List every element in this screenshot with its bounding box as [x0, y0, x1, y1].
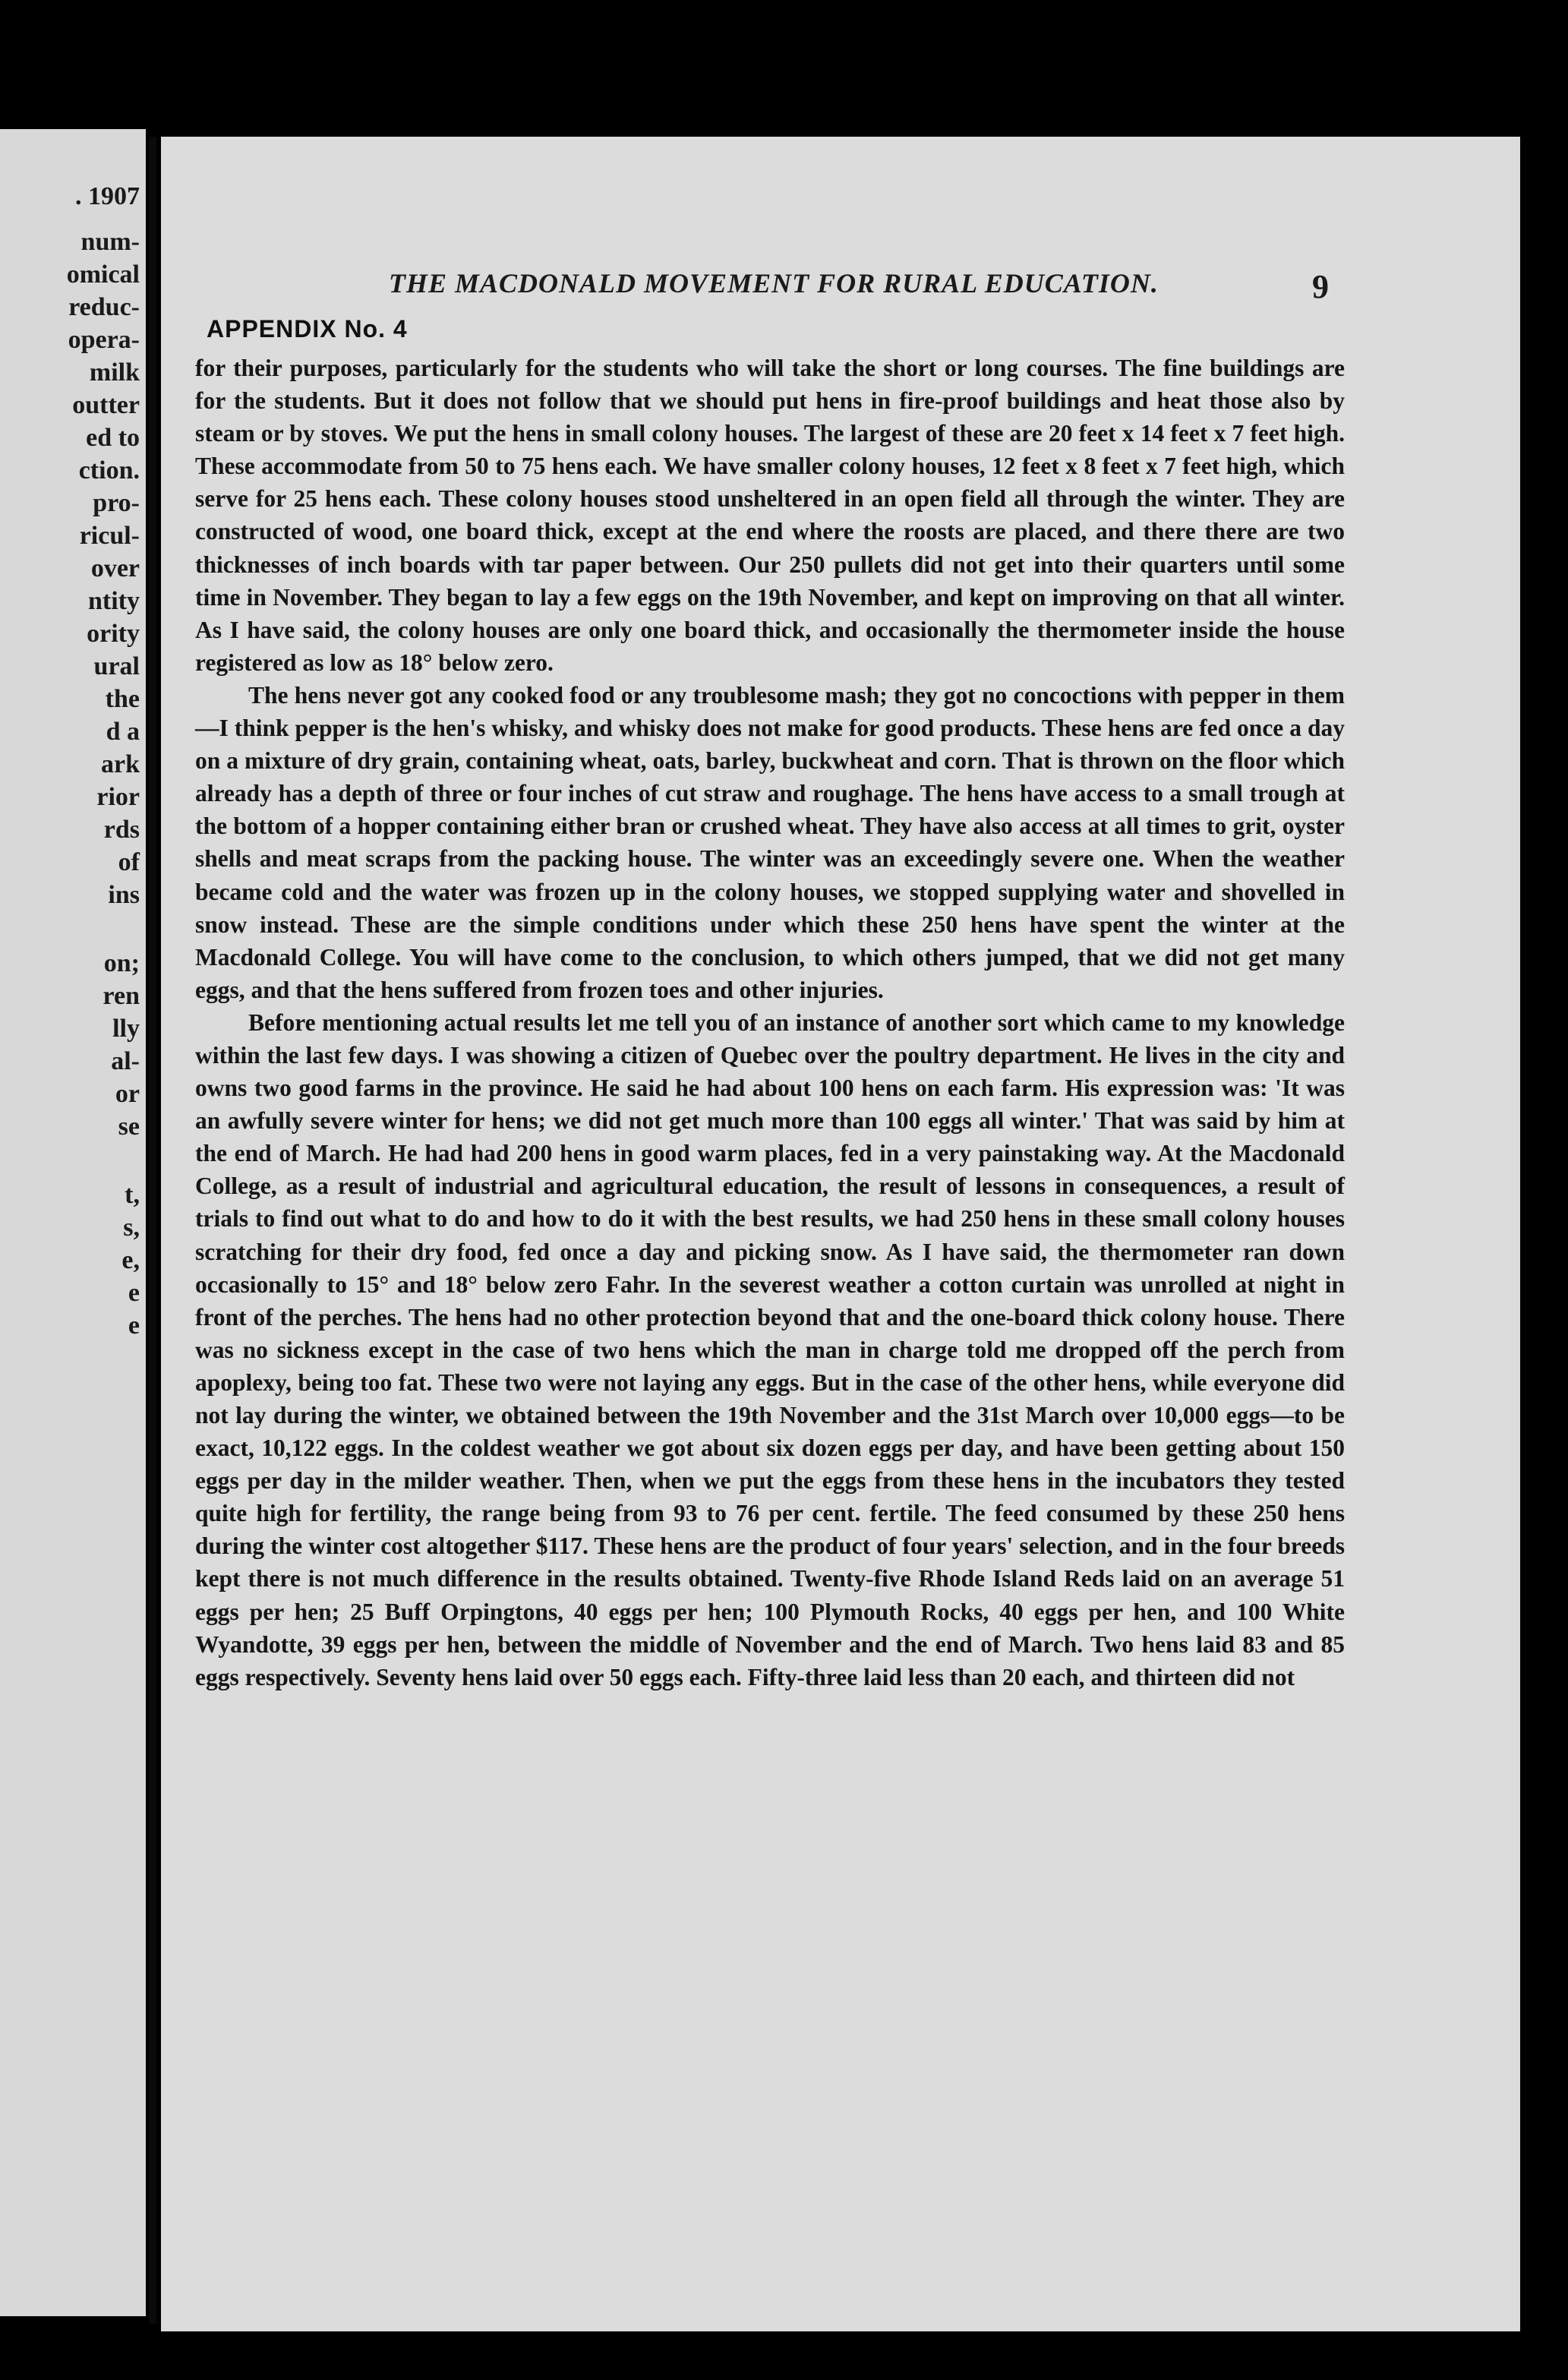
left-page-fragment: e [128, 1312, 140, 1340]
left-page-fragment: ority [87, 620, 140, 648]
left-page-fragment: ction. [78, 456, 140, 485]
left-page-fragment: or [115, 1080, 140, 1108]
left-page-fragment: milk [89, 358, 140, 387]
left-page-fragment: reduc- [68, 293, 140, 321]
page-gutter [149, 137, 156, 2324]
left-page-fragment: rior [96, 783, 140, 811]
left-page-fragment: ark [101, 750, 140, 778]
left-page-fragment: pro- [93, 489, 140, 517]
left-page-fragment: t, [125, 1181, 140, 1209]
left-page-fragment: e [128, 1279, 140, 1307]
body-text [195, 352, 1345, 1693]
appendix-stamp: APPENDIX No. 4 [207, 315, 408, 342]
left-page-fragment: al- [111, 1047, 140, 1075]
running-header: THE MACDONALD MOVEMENT FOR RURAL EDUCATION. [389, 268, 1159, 298]
left-page-fragment: ntity [88, 587, 140, 615]
left-page-fragment: ural [93, 652, 140, 680]
left-page-fragment: over [90, 554, 140, 582]
left-page-fragment: d a [106, 718, 140, 746]
paragraph-2: The hens never got any cooked food or any troublesome mash; they got no concoctions with pepper in them—I think pepper is the hen's whisky, and whisky does not make for good products. These hens are fed once a day on a mixture of dry grain, containing wheat, oats, barley, buckwheat and corn. That is thrown on the floor which already has a depth of three or four inches of cut straw and roughage. The hens have access to a small trough at the bottom of a hopper containing either bran or crushed wheat. They have also access at all times to grit, oyster shells and meat scraps from the packing house. The winter was an exceedingly severe one. When the weather became cold and the water was frozen up in the colony houses, we stopped supplying water and shovelled in snow instead. These are the simple conditions under which these 250 hens have spent the winter at the Macdonald College. You will have come to the conclusion, to which others jumped, that we did not get many eggs, and that the hens suffered from frozen toes and other injuries. [195, 681, 1345, 1003]
left-page-fragment: the [105, 685, 140, 713]
left-page-fragment: of [118, 848, 140, 876]
left-page-fragment: omical [66, 260, 140, 289]
left-page-fragment: rds [103, 816, 140, 844]
paragraph-3: Before mentioning actual results let me tell you of an instance of another sort which came to my knowledge within the last few days. I was showing a citizen of Quebec over the poultry department. He lives in the city and owns two good farms in the province. He said he had about 100 hens on each farm. His expression was: 'It was an awfully severe winter for hens; we did not get much more than 100 eggs all winter.' That was said by him at the end of March. He had had 200 hens in good warm places, fed in a very painstaking way. At the Macdonald College, as a result of industrial and agricultural education, the result of lessons in consequences, a result of trials to find out what to do and how to do it with the best results, we had 250 hens in these small colony houses scratching for their dry food, fed once a day and picking snow. As I have said, the thermometer ran down occasionally to 15° and 18° below zero Fahr. In the severest weather a cotton curtain was unrolled at night in front of the perches. The hens had no other protection beyond that and the one-board thick colony house. There was no sickness except in the case of two hens which the man in charge told me dropped off the perch from apoplexy, being too fat. These two were not laying any eggs. But in the case of the other hens, while everyone did not lay during the winter, we obtained between the 19th November and the 31st March over 10,000 eggs—to be exact, 10,122 eggs. In the coldest weather we got about six dozen eggs per day, and have been getting about 150 eggs per day in the milder weather. Then, when we put the eggs from these hens in the incubators they tested quite high for fertility, the range being from 93 to 76 per cent. fertile. The feed consumed by these 250 hens during the winter cost altogether $117. These hens are the product of four years' selection, and in the four breeds kept there is not much difference in the results obtained. Twenty-five Rhode Island Reds laid on an average 51 eggs per hen; 25 Buff Orpingtons, 40 eggs per hen; 100 Plymouth Rocks, 40 eggs per hen, and 100 White Wyandotte, 39 eggs per hen, between the middle of November and the end of March. Two hens laid 83 and 85 eggs respectively. Seventy hens laid over 50 eggs each. Fifty-three laid less than 20 each, and thirteen did not [195, 1009, 1345, 1690]
left-page-fragment: . 1907 [75, 182, 140, 210]
left-page-fragment: on; [103, 949, 140, 977]
left-page-fragment: s, [123, 1214, 140, 1242]
page-number: 9 [1312, 268, 1329, 305]
left-page-fragment: outter [72, 391, 140, 419]
adjacent-page-fragment [0, 129, 146, 2316]
paragraph-1: for their purposes, particularly for the students who will take the short or long courses. The fine buildings are for the students. But it does not follow that we should put hens in fire-proof buildings and heat those also by steam or by stoves. We put the hens in small colony houses. The largest of these are 20 feet x 14 feet x 7 feet high. These accommodate from 50 to 75 hens each. We have smaller colony houses, 12 feet x 8 feet x 7 feet high, which serve for 25 hens each. These colony houses stood unsheltered in an open field all through the winter. They are constructed of wood, one board thick, except at the end where the roosts are placed, and there there are two thicknesses of inch boards with tar paper between. Our 250 pullets did not get into their quarters until some time in November. They began to lay a few eggs on the 19th November, and kept on improving on that all winter. As I have said, the colony houses are only one board thick, and occasionally the thermometer inside the house registered as low as 18° below zero. [195, 355, 1345, 676]
left-page-fragment: ren [103, 982, 140, 1010]
left-page-fragment: lly [112, 1015, 140, 1043]
left-page-fragment: e, [121, 1246, 140, 1274]
document-page [161, 137, 1520, 2331]
left-page-fragment: num- [80, 228, 140, 256]
left-page-fragment: opera- [68, 326, 140, 354]
left-page-fragment: ed to [86, 424, 140, 452]
left-page-fragment: ricul- [79, 522, 140, 550]
left-page-fragment: se [118, 1113, 140, 1141]
left-page-fragment: ins [108, 881, 140, 909]
